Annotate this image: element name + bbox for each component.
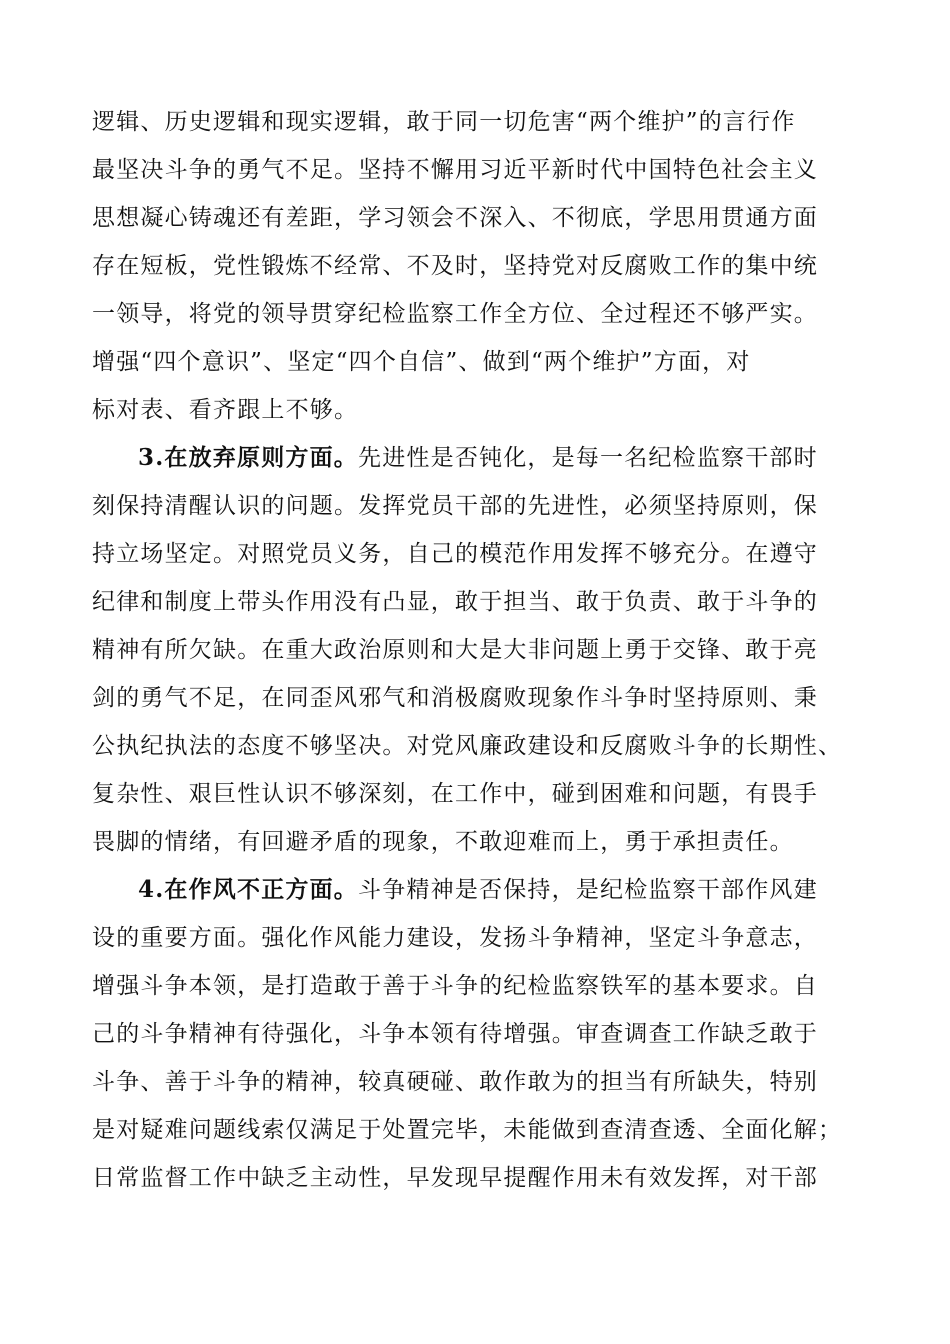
p1-line-3: 思想凝心铸魂还有差距，学习领会不深入、不彻底，学思用贯通方面: [92, 205, 818, 231]
p2-line-9: 畏脚的情绪，有回避矛盾的现象，不敢迎难而上，勇于承担责任。: [92, 829, 794, 855]
p1-line-7: 标对表、看齐跟上不够。: [92, 397, 359, 423]
p1-line-1: 逻辑、历史逻辑和现实逻辑，敢于同一切危害“两个维护”的言行作: [92, 109, 796, 135]
p2-line-7: 公执纪执法的态度不够坚决。对党风廉政建设和反腐败斗争的长期性、: [92, 733, 843, 759]
body-text: [92, 98, 862, 1202]
p2-line-2: 刻保持清醒认识的问题。发挥党员干部的先进性，必须坚持原则，保: [92, 493, 818, 519]
p3-first-line: [92, 866, 862, 914]
p2-line-5: 精神有所欠缺。在重大政治原则和大是大非问题上勇于交锋、敢于亮: [92, 637, 818, 663]
p1-line-4: 存在短板，党性锻炼不经常、不及时，坚持党对反腐败工作的集中统: [92, 253, 818, 279]
p2-line-8: 复杂性、艰巨性认识不够深刻，在工作中，碰到困难和问题，有畏手: [92, 781, 818, 807]
p1-line-2: 最坚决斗争的勇气不足。坚持不懈用习近平新时代中国特色社会主义: [92, 157, 818, 183]
p2-first-line: [92, 434, 862, 482]
p3-line-6: 是对疑难问题线索仅满足于处置完毕，未能做到查清查透、全面化解；: [92, 1117, 843, 1143]
p3-line-4: 己的斗争精神有待强化，斗争本领有待增强。审查调查工作缺乏敢于: [92, 1021, 818, 1047]
p3-first-line-text: 斗争精神是否保持，是纪检监察干部作风建: [358, 877, 818, 903]
p1-line-6: 增强“四个意识”、坚定“四个自信”、做到“两个维护”方面，对: [92, 349, 751, 375]
p2-line-4: 纪律和制度上带头作用没有凸显，敢于担当、敢于负责、敢于斗争的: [92, 589, 818, 615]
p2-line-3: 持立场坚定。对照党员义务，自己的模范作用发挥不够充分。在遵守: [92, 541, 818, 567]
p1-line-5: 一领导，将党的领导贯穿纪检监察工作全方位、全过程还不够严实。: [92, 301, 818, 327]
p3-line-3: 增强斗争本领，是打造敢于善于斗争的纪检监察铁军的基本要求。自: [92, 973, 818, 999]
section-heading-3: 3.在放弃原则方面。: [138, 444, 359, 471]
p3-line-7: 日常监督工作中缺乏主动性，早发现早提醒作用未有效发挥，对干部: [92, 1165, 818, 1191]
section-heading-4: 4.在作风不正方面。: [138, 876, 359, 903]
p3-line-5: 斗争、善于斗争的精神，较真硬碰、敢作敢为的担当有所缺失，特别: [92, 1069, 818, 1095]
p3-line-2: 设的重要方面。强化作风能力建设，发扬斗争精神，坚定斗争意志，: [92, 925, 818, 951]
p2-line-6: 剑的勇气不足，在同歪风邪气和消极腐败现象作斗争时坚持原则、秉: [92, 685, 818, 711]
p2-first-line-text: 先进性是否钝化，是每一名纪检监察干部时: [358, 445, 818, 471]
